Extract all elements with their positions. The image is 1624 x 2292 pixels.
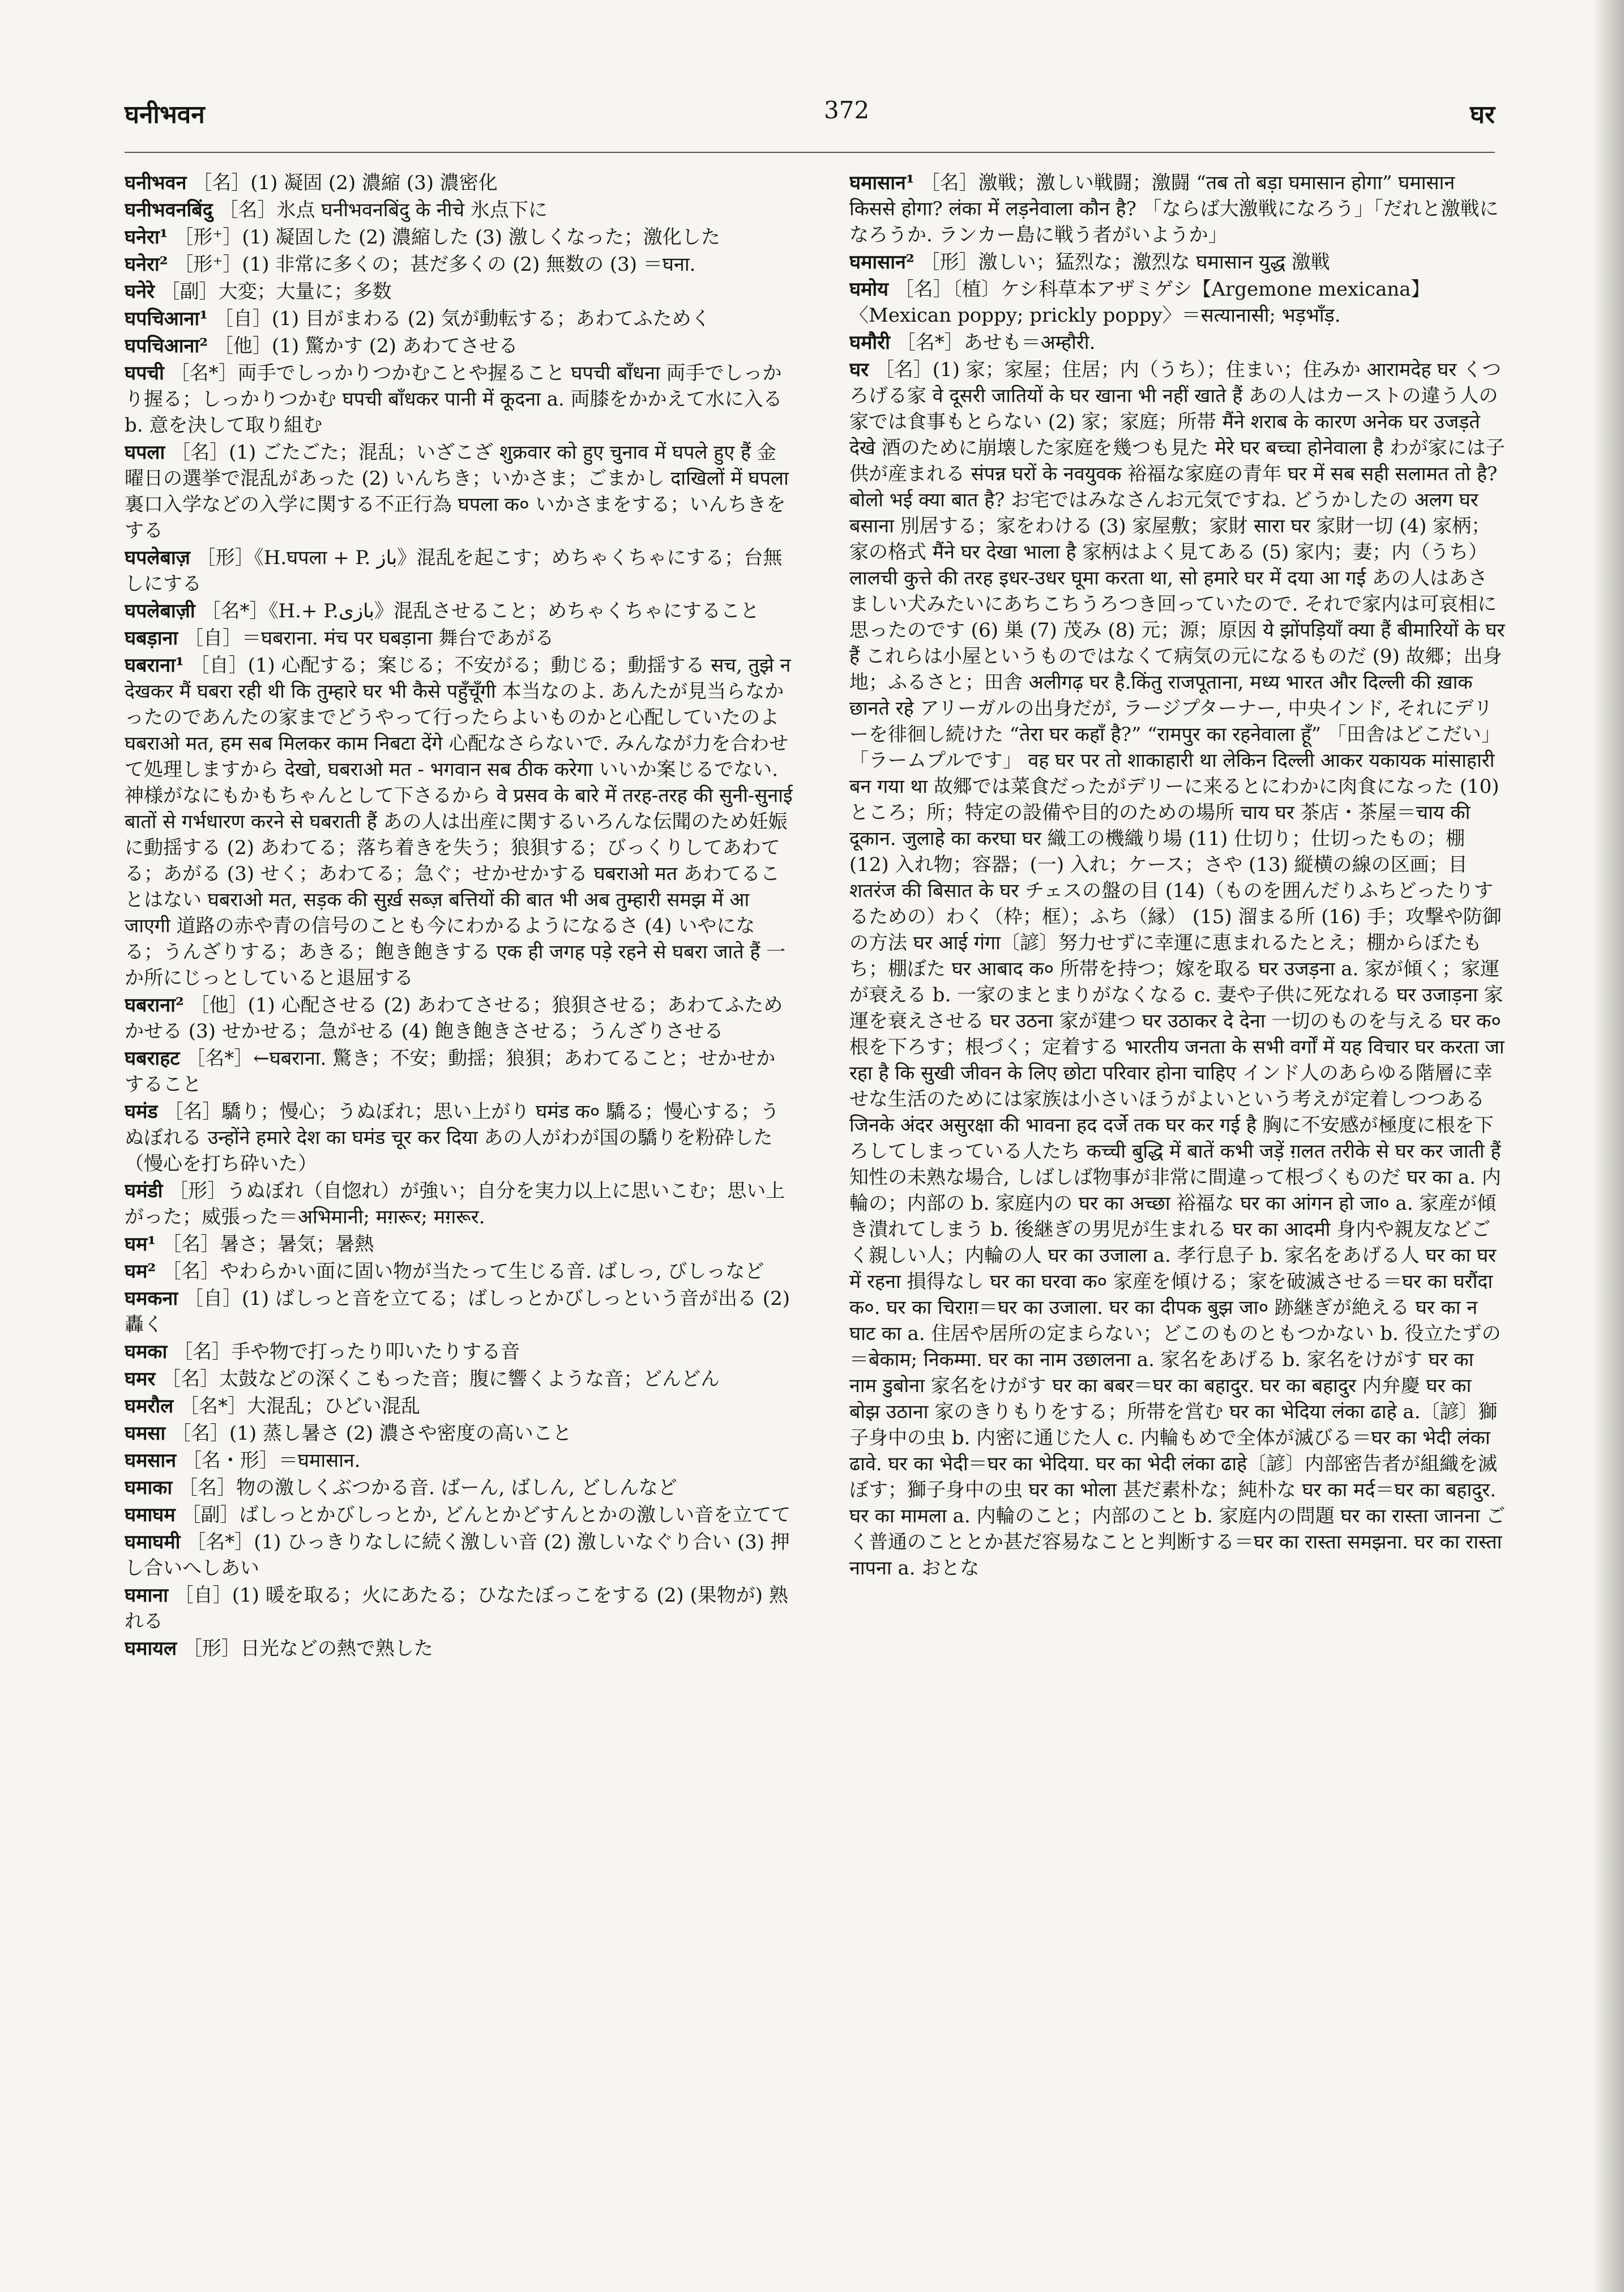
headword: घबराना² [125,994,184,1017]
headword: घमर [125,1368,156,1390]
definition-text: ［名］(1) 家；家屋；住居；内（うち）；住まい；住みか आरामदेह घर くつろげる家 वे दूसरी जातियों के घर खाना भी नहीं खाते हैं あの人はカーストの違う人の家では食事もとらない (2) 家；家庭；所帯 मैंने शराब के कारण अनेक घर उजड़ते देखे 酒のために崩壊した家庭を幾つも見た मेरे घर बच्चा होनेवाला है わが家には子供が産まれる संपन्न घरों के नवयुवक 裕福な家庭の青年 घर में सब सही सलामत तो है? बोलो भई क्या बात है? お宅ではみなさんお元気ですね. どうかしたの अलग घर बसाना 別居する；家をわける (3) 家屋敷；家財 सारा घर 家財一切 (4) 家柄；家の格式 मैंने घर देखा भाला है 家柄はよく見てある (5) 家内；妻；内（うち） लालची कुत्ते की तरह इधर-उधर घूमा करता था, सो हमारे घर में दया आ गई あの人はあさましい犬みたいにあちこちうろつき回っていたので. それで家内は可哀相に思ったのです (6) 巣 (7) 茂み (8) 元；源；原因 ये झोंपड़ियाँ क्या हैं बीमारियों के घर हैं これらは小屋というものではなくて病気の元になるものだ (9) 故郷；出身地；ふるさと；田舎 अलीगढ़ घर है.किंतु राजपूताना, मध्य भारत और दिल्ली की ख़ाक छानते रहे アリーガルの出身だが, ラージプターナー, 中央インド, それにデリーを徘徊し続けた “तेरा घर कहाँ है?” “रामपुर का रहनेवाला हूँ” 「田舎はどこだい」「ラームプルです」 वह घर पर तो शाकाहारी था लेकिन दिल्ली आकर यकायक मांसाहारी बन गया था 故郷では菜食だったがデリーに来るとにわかに肉食になった (10) ところ；所；特定の設備や目的のための場所 चाय घर 茶店・茶屋＝चाय की दूकान. जुलाहे का करघा घर 織工の機織り場 (11) 仕切り；仕切ったもの；棚 (12) 入れ物；容器；(一) 入れ；ケース；さや (13) 縦横の線の区画；目 शतरंज की बिसात के घर チェスの盤の目 (14)（ものを囲んだりふちどったりするための）わく（枠；框）；ふち（縁） (15) 溜まる所 (16) 手；攻撃や防御の方法 घर आई गंगा〔諺〕努力せずに幸運に恵まれるたとえ；棚からぼたもち；棚ぼた घर आबाद क० 所帯を持つ；嫁を取る घर उजड़ना a. 家が傾く；家運が衰える b. 一家のまとまりがなくなる c. 妻や子供に死なれる घर उजाड़ना 家運を衰えさせる घर उठना 家が建つ घर उठाकर दे देना 一切のものを与える घर क० 根を下ろす；根づく；定着する भारतीय जनता के सभी वर्गों में यह विचार घर करता जा रहा है कि सुखी जीवन के लिए छोटा परिवार होना चाहिए インド人のあらゆる階層に幸せな生活のためには家族は小さいほうがよいという考えが定着しつつある जिनके अंदर असुरक्षा की भावना हद दर्जे तक घर कर गई है 胸に不安感が極度に根を下ろしてしまっている人たち कच्ची बुद्धि में बातें कभी जड़ें ग़लत तरीके से घर कर जाती हैं 知性の未熟な場合, しばしば物事が非常に間違って根づくものだ घर का a. 内輪の；内部の b. 家庭内の घर का अच्छा 裕福な घर का आंगन हो जा० a. 家産が傾き潰れてしまう b. 後継ぎの男児が生まれる घर का आदमी 身内や親友などごく親しい人；内輪の人 घर का उजाला a. 孝行息子 b. 家名をあげる人 घर का घर में रहना 損得なし घर का घरवा क० 家産を傾ける；家を破滅させる＝घर का घरौंदा क०. घर का चिराग़＝घर का उजाला. घर का दीपक बुझ जा० 跡継ぎが絶える घर का न घाट का a. 住居や居所の定まらない；どこのものともつかない b. 役立たずの＝बेकाम; निकम्मा. घर का नाम उछालना a. 家名をあげる b. 家名をけがす घर का नाम डुबोना 家名をけがす घर का बबर＝घर का बहादुर. घर का बहादुर 内弁慶 घर का बोझ उठाना 家のきりもりをする；所帯を営む घर का भेदिया लंका ढाहे a.〔諺〕獅子身中の虫 b. 内密に通じた人 c. 内輪もめで全体が滅びる＝घर का भेदी लंका ढावे. घर का भेदी＝घर का भेदिया. घर का भेदी लंका ढाहे〔諺〕内部密告者が組織を滅ぼす；獅子身中の虫 घर का भोला 甚だ素朴な；純朴な घर का मर्द＝घर का बहादुर. घर का मामला a. 内輪のこと；内部のこと b. 家庭内の問題 घर का रास्ता जानना ごく普通のこととか甚だ容易なことと判断する＝घर का रास्ता समझना. घर का रास्ता नापना a. おとな [849,358,1506,1580]
definition-text: ［名］氷点 घनीभवनबिंदु के नीचे 氷点下に [219,199,548,221]
headword: घमंड [125,1100,158,1123]
dictionary-entry [125,279,793,305]
definition-text: ［名］驕り；慢心；うぬぼれ；思い上がり घमंड क० 驕る；慢心する；うぬぼれる उन्होंने हमारे देश का घमंड चूर कर दिया あの人がわが国の驕りを粉砕した（慢心を打ち砕いた） [125,1100,780,1175]
headword: घमाघमी [125,1531,181,1553]
dictionary-entry [125,1366,793,1392]
dictionary-entry [125,1045,793,1098]
headword: घनीभवनबिंदु [125,199,213,221]
headword: घमासान² [849,251,914,274]
dictionary-entry [125,224,793,250]
running-head-right: घर [1470,100,1495,129]
definition-text: ［形］うぬぼれ（自惚れ）が強い；自分を実力以上に思いこむ；思い上がった；威張った＝अभिमानी; मग़रूर; मग़रूर. [125,1180,785,1228]
headword: घमकना [125,1287,178,1310]
dictionary-entry [849,276,1506,328]
dictionary-entry [125,992,793,1044]
definition-text: ［名］やわらかい面に固い物が当たって生じる音. ばしっ, びしっなど [162,1260,764,1283]
dictionary-entry [125,1420,793,1446]
definition-text: ［形］日光などの熱で熟した [182,1637,433,1660]
dictionary-entry [125,1502,793,1528]
definition-text: ［名］(1) ごたごた；混乱；いざこざ शुक्रवार को हुए चुनाव में घपले हुए हैं 金曜日の選挙で混乱があった (2) いんちき；いかさま；ごまかし दाखिलों में घपला 裏口入学などの入学に関する不正行為 घपला क० いかさまをする；いんちきをする [125,441,789,542]
headword: घमायल [125,1637,177,1660]
dictionary-entry [849,330,1506,356]
headword: घपला [125,441,165,464]
dictionary-entry [125,1178,793,1230]
definition-text: ［副］ばしっとかびしっとか, どんとかどすんとかの激しい音を立てて [181,1504,791,1526]
definition-text: ［副］大変；大量に；多数 [160,280,392,303]
dictionary-entry [849,170,1506,248]
page-spine-shadow [1593,0,1624,2292]
headword: घपलेबाज़ [125,547,190,569]
left-column [125,170,793,2186]
dictionary-entry [125,1099,793,1177]
headword: घनेरा² [125,253,168,276]
headword: घमोय [849,278,888,301]
running-head-left: घनीभवन [125,100,205,129]
dictionary-entry [125,652,793,991]
definition-text: ［名］(1) 蒸し暑さ (2) 濃さや密度の高いこと [172,1422,572,1445]
dictionary-entry [125,598,793,624]
dictionary-entry [849,357,1506,1581]
headword: घमाका [125,1476,173,1499]
headword: घपची [125,362,164,385]
dictionary-entry [125,1258,793,1284]
dictionary-entry [125,197,793,223]
definition-text: ［自］(1) ばしっと音を立てる；ばしっとかびしっという音が出る (2) 轟く [125,1287,790,1336]
dictionary-entry [125,333,793,359]
definition-text: ［形⁺］(1) 非常に多くの；甚だ多くの (2) 無数の (3) ＝घना. [174,253,696,276]
dictionary-entry [125,1448,793,1474]
dictionary-entry [849,249,1506,275]
dictionary-entry [125,1582,793,1634]
headword: घमासान¹ [849,172,914,194]
definition-text: ［名*］(1) ひっきりなしに続く激しい音 (2) 激しいなぐり合い (3) 押し合いへしあい [125,1531,790,1580]
dictionary-entry [125,1529,793,1581]
running-header [125,96,1495,142]
headword: घनीभवन [125,172,187,194]
headword: घबड़ाना [125,627,178,650]
header-rule [125,152,1495,153]
definition-text: ［名*］両手でしっかりつかむことや握ること घपची बाँधना 両手でしっかり握る；しっかりつかむ घपची बाँधकर पानी में कूदना a. 両膝をかかえて水に入る b. 意を決して取り組む [125,362,783,437]
headword: घमाना [125,1584,168,1607]
definition-text: ［名*］《H.+ P.بازی》混乱させること；めちゃくちゃにすること [201,600,759,622]
right-column [849,170,1506,2186]
dictionary-entry [125,1636,793,1662]
headword: घपचिआना¹ [125,308,208,330]
definition-text: ［名］太鼓などの深くこもった音；腹に響くような音；どんどん [161,1368,720,1390]
headword: घबराना¹ [125,654,184,677]
definition-text: ［名］激戦；激しい戦闘；激闘 “तब तो बड़ा घमासान होगा” घमासान किससे होगा? लंका में लड़नेवाला कौन है? 「ならば大激戦になろう」「だれと激戦になろうか. ランカー島に戦う者がいようか」 [849,172,1499,246]
dictionary-entry [125,545,793,597]
dictionary-entry [125,625,793,651]
definition-text: ［自］(1) 目がまわる (2) 気が動転する；あわてふためく [213,308,711,330]
definition-text: ［名］暑さ；暑気；暑熱 [162,1233,374,1256]
definition-text: ［形⁺］(1) 凝固した (2) 濃縮した (3) 激しくなった；激化した [174,226,720,249]
dictionary-entry [125,170,793,196]
headword: घमसान [125,1449,177,1472]
headword: घमसा [125,1422,166,1445]
headword: घबराहट [125,1047,180,1070]
definition-text: ［名］〔植〕ケシ科草本アザミゲシ【Argemone mexicana】〈Mexican poppy; prickly poppy〉＝सत्यानासी; भड़भाँड़. [849,278,1430,327]
definition-text: ［他］(1) 心配させる (2) あわてさせる；狼狽させる；あわてふためかせる (3) せかせる；急がせる (4) 飽き飽きさせる；うんざりさせる [125,994,783,1043]
headword: घम² [125,1260,156,1283]
headword: घमका [125,1341,168,1363]
dictionary-entry [125,1231,793,1257]
headword: घमंडी [125,1180,163,1202]
dictionary-entry [125,1393,793,1419]
headword: घमाघम [125,1504,176,1526]
definition-text: ［名*］あせも＝अम्हौरी. [896,331,1096,354]
dictionary-entry [125,439,793,544]
headword: घम¹ [125,1233,156,1256]
headword: घर [849,358,869,381]
dictionary-entry [125,251,793,278]
definition-text: ［名］(1) 凝固 (2) 濃縮 (3) 濃密化 [193,172,498,194]
definition-text: ［名*］大混乱；ひどい混乱 [180,1395,421,1418]
headword: घनेरे [125,280,155,303]
headword: घमौरी [849,331,890,354]
dictionary-entry [125,1339,793,1365]
definition-text: ［他］(1) 驚かす (2) あわてさせる [213,335,518,357]
headword: घपलेबाज़ी [125,600,195,622]
dictionary-entry [125,1475,793,1501]
headword: घमरौल [125,1395,174,1418]
definition-text: ［形］《H.घपला + P. باز》混乱を起こす；めちゃくちゃにする；台無しにする [125,547,783,595]
page-number: 372 [824,96,870,124]
definition-text: ［名］物の激しくぶつかる音. ばーん, ばしん, どしんなど [178,1476,677,1499]
definition-text: ［自］＝घबराना. मंच पर घबड़ाना 舞台であがる [184,627,554,650]
dictionary-entry [125,360,793,438]
definition-text: ［自］(1) 心配する；案じる；不安がる；動じる；動揺する सच, तुझे न देखकर मैं घबरा रही थी कि तुम्हारे घर भी कैसे पहुँचूँगी 本当なのよ. あんたが見当らなかったのであんたの家までどうやって行ったらよいものかと心配していたのよ घबराओ मत, हम सब मिलकर काम निबटा देंगे 心配なさらないで. みんなが力を合わせて処理しますから देखो, घबराओ मत - भगवान सब ठीक करेगा いいか案じるでない. 神様がなにもかもちゃんとして下さるから वे प्रसव के बारे में तरह-तरह की सुनी-सुनाई बातों से गर्भधारण करने से घबराती हैं あの人は出産に関するいろんな伝聞のため妊娠に動揺する (2) あわてる；落ち着きを失う；狼狽する；びっくりしてあわてる；あがる (3) せく；あわてる；急ぐ；せかせかする घबराओ मत あわてることはない घबराओ मत, सड़क की सुर्ख़ सब्ज़ बत्तियों की बात भी अब तुम्हारी समझ में आ जाएगी 道路の赤や青の信号のことも今にわかるようになるさ (4) いやになる；うんざりする；あきる；飽き飽きする एक ही जगह पड़े रहने से घबरा जाते हैं 一か所にじっとしていると退屈する [125,654,793,989]
headword: घनेरा¹ [125,226,168,249]
definition-text: ［名・形］＝घमासान. [182,1449,361,1472]
definition-text: ［自］(1) 暖を取る；火にあたる；ひなたぼっこをする (2) (果物が) 熟れる [125,1584,788,1633]
dictionary-entry [125,306,793,332]
headword: घपचिआना² [125,335,208,357]
definition-text: ［形］激しい；猛烈な；激烈な घमासान युद्ध 激戦 [920,251,1330,274]
definition-text: ［名*］←घबराना. 驚き；不安；動揺；狼狽；あわてること；せかせかすること [125,1047,776,1096]
dictionary-entry [125,1286,793,1338]
definition-text: ［名］手や物で打ったり叩いたりする音 [173,1341,520,1363]
